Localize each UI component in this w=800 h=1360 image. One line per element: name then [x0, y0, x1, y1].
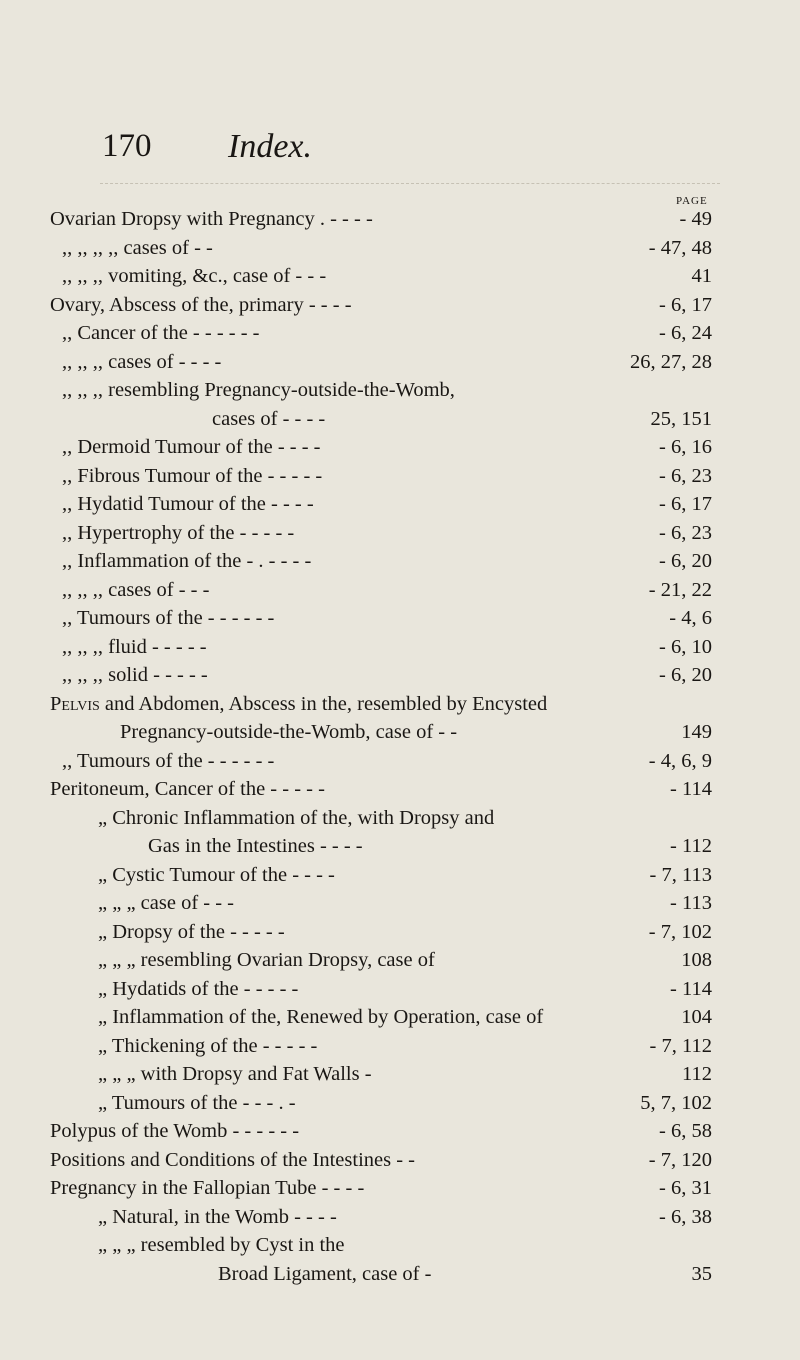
entry-text: „ Hydatids of the - - - - - — [98, 977, 299, 1000]
entry-text: „ „ „ with Dropsy and Fat Walls - — [98, 1063, 372, 1085]
entry-page-numbers: 112 — [682, 1063, 712, 1085]
index-entry — [0, 1063, 800, 1093]
entry-page-numbers: - 7, 120 — [648, 1148, 712, 1171]
index-entry — [0, 493, 800, 523]
index-entry — [0, 864, 800, 894]
index-entry — [0, 379, 800, 409]
entry-text: ,, ,, ,, vomiting, &c., case of - - - — [62, 265, 327, 287]
entry-text: ,, ,, ,, ,, cases of - - — [62, 236, 213, 259]
entry-text: ,, ,, ,, solid - - - - - — [62, 664, 208, 686]
index-entry — [0, 807, 800, 837]
index-entry — [0, 1206, 800, 1236]
index-entry — [0, 921, 800, 951]
entry-text: „ Dropsy of the - - - - - — [98, 920, 285, 943]
entry-text: „ „ „ resembled by Cyst in the — [98, 1234, 345, 1256]
entry-text: Gas in the Intestines - - - - — [148, 835, 363, 857]
entry-text: Positions and Conditions of the Intestines - - — [50, 1148, 415, 1171]
index-entry — [0, 778, 800, 808]
entry-text-rest: and Abdomen, Abscess in the, resembled by Encysted — [99, 692, 548, 715]
entry-text: cases of - - - - — [212, 407, 326, 430]
entry-page-numbers: - 7, 112 — [649, 1034, 712, 1057]
entry-text: Broad Ligament, case of - — [218, 1262, 432, 1285]
index-entry — [0, 1234, 800, 1264]
index-entry — [0, 237, 800, 267]
entry-page-numbers: - 6, 24 — [659, 322, 712, 344]
index-entry — [0, 892, 800, 922]
entry-page-numbers: 41 — [691, 265, 712, 287]
entry-text: Pregnancy-outside-the-Womb, case of - - — [120, 721, 458, 743]
page-title: Index. — [228, 128, 313, 165]
entry-text: ,, ,, ,, cases of - - - — [62, 578, 210, 601]
entry-text — [50, 693, 547, 716]
index-entry — [0, 265, 800, 295]
entry-text: ,, Tumours of the - - - - - - — [62, 607, 275, 629]
entry-page-numbers: - 6, 58 — [659, 1120, 712, 1142]
entry-page-numbers: - 7, 102 — [648, 920, 712, 943]
entry-page-numbers: - 7, 113 — [649, 863, 712, 886]
index-entry — [0, 1177, 800, 1207]
index-entry — [0, 949, 800, 979]
entry-text: „ Thickening of the - - - - - — [98, 1034, 318, 1057]
entry-page-numbers: - 6, 17 — [659, 293, 712, 316]
header-rule — [100, 183, 720, 184]
entry-page-numbers: - 6, 16 — [659, 436, 712, 458]
index-entry — [0, 978, 800, 1008]
index-entry — [0, 1149, 800, 1179]
entry-text: ,, ,, ,, resembling Pregnancy-outside-the-Womb, — [62, 379, 455, 401]
entry-page-numbers: - 6, 20 — [659, 664, 712, 686]
entry-text: ,, Fibrous Tumour of the - - - - - — [62, 464, 323, 487]
entry-text: Pregnancy in the Fallopian Tube - - - - — [50, 1177, 365, 1199]
index-entry — [0, 522, 800, 552]
entry-text: ,, ,, ,, fluid - - - - - — [62, 635, 207, 658]
index-entry — [0, 465, 800, 495]
index-entry — [0, 607, 800, 637]
entry-text: ,, Hydatid Tumour of the - - - - — [62, 493, 314, 515]
entry-page-numbers: 5, 7, 102 — [640, 1091, 712, 1114]
entry-page-numbers: - 4, 6, 9 — [648, 749, 712, 772]
entry-page-numbers: - 114 — [670, 778, 712, 800]
entry-text: „ Cystic Tumour of the - - - - — [98, 863, 335, 886]
entry-page-numbers: - 4, 6 — [669, 607, 712, 629]
page-header — [100, 128, 720, 178]
index-entry — [0, 1035, 800, 1065]
entry-text: „ Inflammation of the, Renewed by Operation, case of — [98, 1006, 544, 1028]
entry-headword: Pelvis — [50, 692, 100, 715]
index-entry — [0, 693, 800, 723]
index-entry — [0, 579, 800, 609]
page-number: 170 — [102, 128, 152, 164]
entry-page-numbers: - 113 — [670, 892, 712, 914]
entry-page-numbers: - 47, 48 — [648, 236, 712, 259]
index-entry — [0, 1092, 800, 1122]
entry-text: Ovary, Abscess of the, primary - - - - — [50, 293, 352, 316]
index-entry — [0, 351, 800, 381]
entry-text: Polypus of the Womb - - - - - - — [50, 1120, 300, 1142]
entry-page-numbers: - 6, 10 — [659, 635, 712, 658]
index-entry — [0, 550, 800, 580]
index-entry — [0, 664, 800, 694]
index-entry — [0, 1120, 800, 1150]
entry-page-numbers: 35 — [691, 1262, 712, 1285]
entry-text: ,, Dermoid Tumour of the - - - - — [62, 436, 321, 458]
entry-page-numbers: - 6, 23 — [659, 464, 712, 487]
entry-text: ,, Tumours of the - - - - - - — [62, 749, 275, 772]
entry-text: Ovarian Dropsy with Pregnancy . - - - - — [50, 208, 373, 230]
entry-page-numbers: - 6, 20 — [659, 550, 712, 572]
entry-text: ,, ,, ,, cases of - - - - — [62, 350, 222, 373]
entry-text: ,, Inflammation of the - . - - - - — [62, 550, 312, 572]
entry-page-numbers: - 6, 38 — [659, 1205, 712, 1228]
entry-page-numbers: - 6, 17 — [659, 493, 712, 515]
entry-page-numbers: - 6, 31 — [659, 1177, 712, 1199]
index-entry — [0, 636, 800, 666]
entry-text: „ „ „ resembling Ovarian Dropsy, case of — [98, 949, 435, 971]
index-entry — [0, 408, 800, 438]
entry-page-numbers: - 21, 22 — [648, 578, 712, 601]
entry-text: „ Natural, in the Womb - - - - — [98, 1205, 337, 1228]
entry-page-numbers: - 49 — [679, 208, 712, 230]
index-entry — [0, 436, 800, 466]
entry-page-numbers: 25, 151 — [650, 407, 712, 430]
index-entry — [0, 1006, 800, 1036]
index-entry — [0, 208, 800, 238]
entry-page-numbers: 108 — [681, 949, 712, 971]
entry-page-numbers: - 6, 23 — [659, 521, 712, 544]
entry-text: ,, Cancer of the - - - - - - — [62, 322, 260, 344]
index-entry — [0, 750, 800, 780]
index-entry — [0, 835, 800, 865]
entry-page-numbers: - 114 — [670, 977, 712, 1000]
entry-text: Peritoneum, Cancer of the - - - - - — [50, 778, 325, 800]
entry-page-numbers: - 112 — [670, 835, 712, 857]
entry-page-numbers: 104 — [681, 1006, 712, 1028]
entry-text: „ „ „ case of - - - — [98, 892, 235, 914]
index-entry — [0, 322, 800, 352]
index-entry — [0, 1263, 800, 1293]
index-entry — [0, 294, 800, 324]
index-entry — [0, 721, 800, 751]
entry-page-numbers: 149 — [681, 721, 712, 743]
page-column-heading: PAGE — [676, 195, 708, 207]
entry-text: ,, Hypertrophy of the - - - - - — [62, 521, 295, 544]
entry-page-numbers: 26, 27, 28 — [630, 350, 712, 373]
entry-text: „ Tumours of the - - - . - — [98, 1091, 296, 1114]
entry-text: „ Chronic Inflammation of the, with Dropsy and — [98, 806, 495, 829]
